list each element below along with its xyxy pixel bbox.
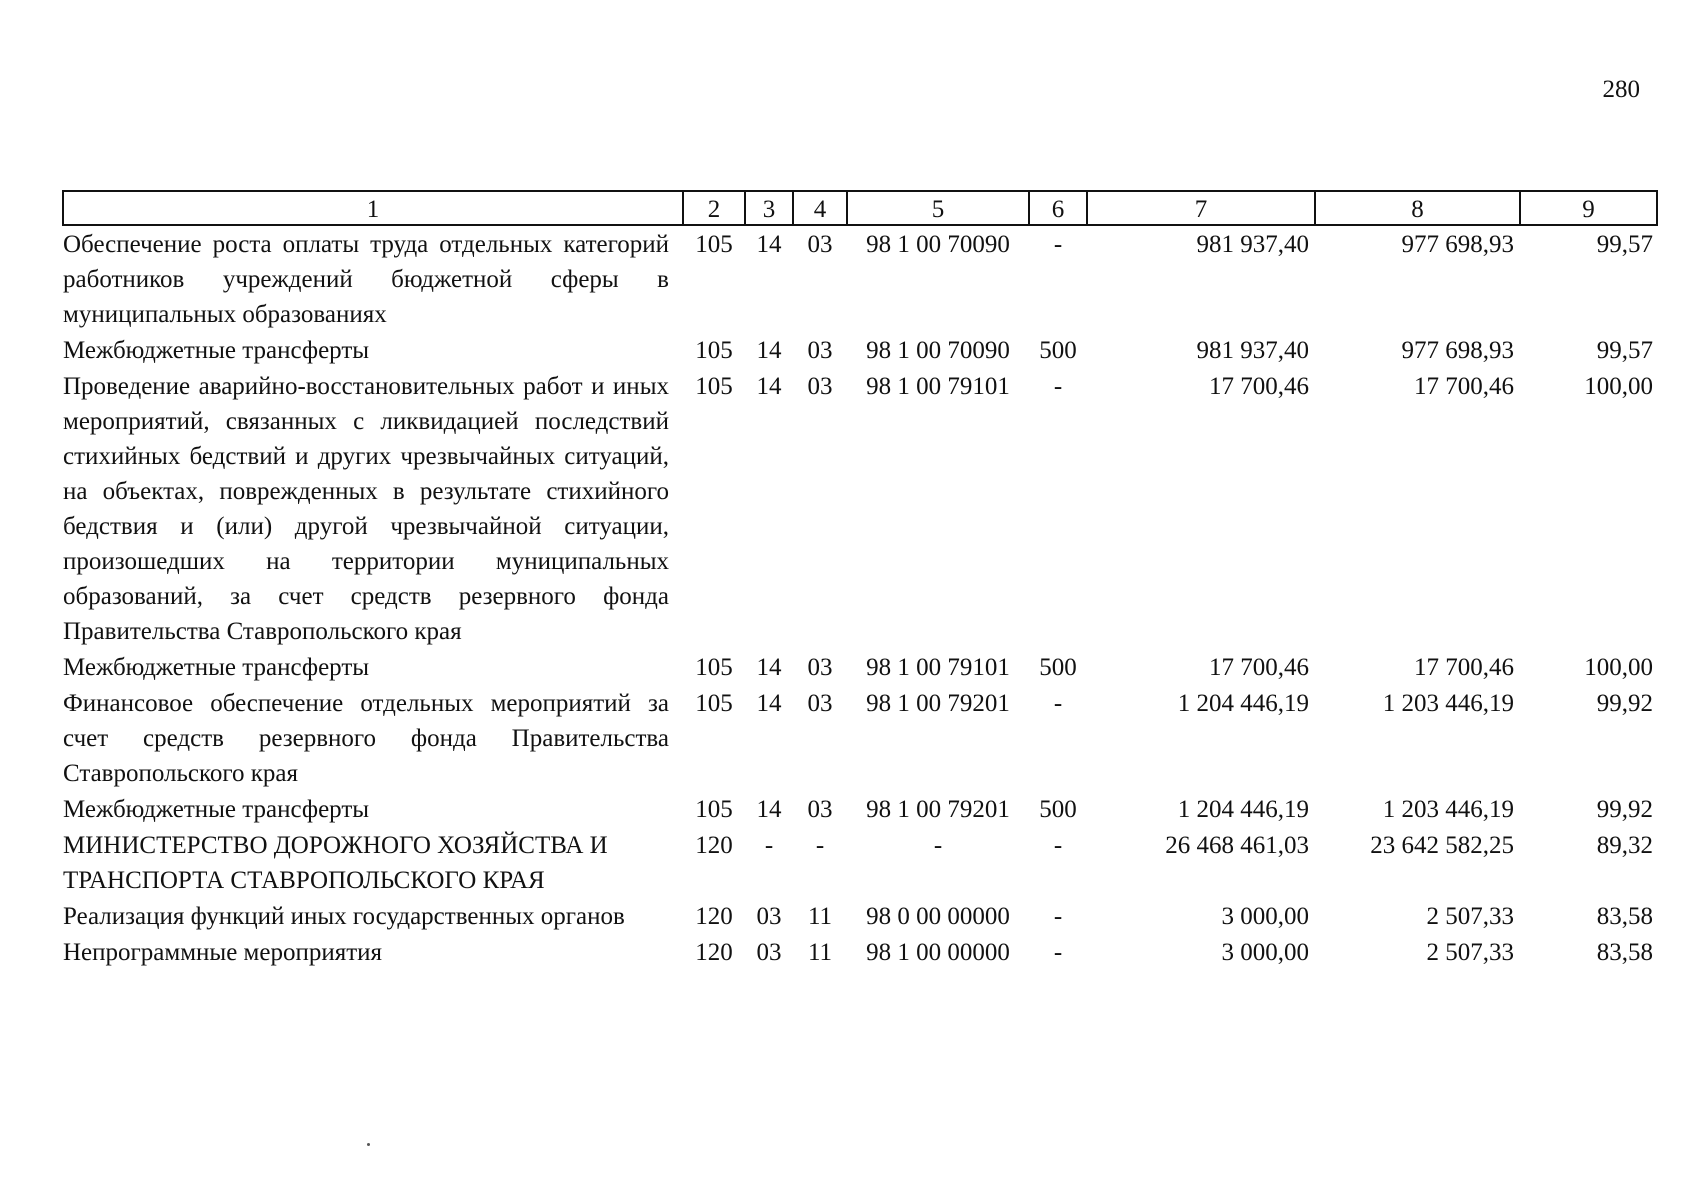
- column-header: 2: [683, 191, 745, 225]
- table-row: [63, 332, 1657, 368]
- cell-executed: 17 700,46: [1414, 654, 1514, 681]
- cell-expense-type: -: [1053, 690, 1063, 717]
- cell-code: 105: [695, 373, 733, 400]
- cell-code: 105: [695, 690, 733, 717]
- table-row: [63, 791, 1657, 827]
- cell-executed: 2 507,33: [1426, 903, 1514, 930]
- cell-target-article: 98 1 00 79201: [866, 690, 1010, 717]
- cell-executed: 2 507,33: [1426, 939, 1514, 966]
- cell-section: -: [764, 832, 774, 859]
- table-row: [63, 827, 1657, 898]
- cell-executed: 977 698,93: [1401, 337, 1514, 364]
- cell-percent: 99,57: [1596, 337, 1653, 364]
- table-row: [63, 225, 1657, 332]
- column-header: 1: [63, 191, 683, 225]
- row-description: Межбюджетные трансферты: [63, 796, 370, 823]
- cell-code: 105: [695, 796, 733, 823]
- cell-planned: 981 937,40: [1196, 337, 1309, 364]
- cell-expense-type: 500: [1039, 654, 1077, 681]
- cell-expense-type: -: [1053, 231, 1063, 258]
- cell-target-article: 98 1 00 79101: [866, 373, 1010, 400]
- cell-percent: 83,58: [1596, 903, 1653, 930]
- cell-percent: 99,92: [1596, 690, 1653, 717]
- cell-target-article: -: [933, 832, 943, 859]
- table-row: [63, 685, 1657, 791]
- cell-planned: 17 700,46: [1209, 373, 1309, 400]
- cell-section: 14: [756, 337, 782, 364]
- cell-subsection: 03: [807, 373, 833, 400]
- column-header: 3: [745, 191, 793, 225]
- cell-section: 03: [756, 903, 782, 930]
- cell-subsection: 11: [807, 939, 833, 966]
- budget-table-container: [62, 190, 1656, 970]
- cell-planned: 26 468 461,03: [1165, 832, 1309, 859]
- cell-section: 14: [756, 654, 782, 681]
- row-description: Непрограммные мероприятия: [63, 939, 383, 966]
- column-header: 8: [1315, 191, 1520, 225]
- page-number: 280: [1602, 76, 1640, 103]
- cell-code: 120: [695, 832, 733, 859]
- cell-section: 14: [756, 796, 782, 823]
- column-header: 7: [1087, 191, 1315, 225]
- cell-percent: 100,00: [1584, 654, 1653, 681]
- cell-target-article: 98 0 00 00000: [866, 903, 1010, 930]
- cell-section: 14: [756, 231, 782, 258]
- cell-executed: 23 642 582,25: [1370, 832, 1514, 859]
- cell-subsection: 03: [807, 654, 833, 681]
- cell-subsection: 03: [807, 796, 833, 823]
- cell-code: 105: [695, 337, 733, 364]
- cell-section: 14: [756, 690, 782, 717]
- column-header: 9: [1520, 191, 1657, 225]
- cell-percent: 99,92: [1596, 796, 1653, 823]
- cell-section: 03: [756, 939, 782, 966]
- budget-table: [62, 190, 1658, 970]
- row-description: МИНИСТЕРСТВО ДОРОЖНОГО ХОЗЯЙСТВА И ТРАНСПОРТА СТАВРОПОЛЬСКОГО КРАЯ: [63, 832, 608, 894]
- row-description: Реализация функций иных государственных органов: [63, 903, 625, 930]
- cell-target-article: 98 1 00 00000: [866, 939, 1010, 966]
- cell-subsection: 03: [807, 690, 833, 717]
- cell-target-article: 98 1 00 70090: [866, 337, 1010, 364]
- column-header: 6: [1029, 191, 1087, 225]
- cell-executed: 977 698,93: [1401, 231, 1514, 258]
- cell-subsection: 11: [807, 903, 833, 930]
- cell-expense-type: -: [1053, 939, 1063, 966]
- column-header: 5: [847, 191, 1029, 225]
- row-description: Межбюджетные трансферты: [63, 337, 370, 364]
- row-description: Межбюджетные трансферты: [63, 654, 370, 681]
- cell-expense-type: 500: [1039, 796, 1077, 823]
- cell-percent: 100,00: [1584, 373, 1653, 400]
- scan-speck: [367, 1143, 370, 1146]
- cell-section: 14: [756, 373, 782, 400]
- cell-planned: 1 204 446,19: [1177, 690, 1309, 717]
- cell-expense-type: 500: [1039, 337, 1077, 364]
- cell-planned: 17 700,46: [1209, 654, 1309, 681]
- cell-expense-type: -: [1053, 832, 1063, 859]
- cell-executed: 1 203 446,19: [1382, 690, 1514, 717]
- cell-planned: 3 000,00: [1221, 903, 1309, 930]
- table-row: [63, 368, 1657, 649]
- table-row: [63, 898, 1657, 934]
- cell-percent: 89,32: [1596, 832, 1653, 859]
- table-row: [63, 649, 1657, 685]
- cell-expense-type: -: [1053, 373, 1063, 400]
- cell-planned: 3 000,00: [1221, 939, 1309, 966]
- cell-percent: 83,58: [1596, 939, 1653, 966]
- cell-target-article: 98 1 00 70090: [866, 231, 1010, 258]
- column-header: 4: [793, 191, 847, 225]
- cell-executed: 1 203 446,19: [1382, 796, 1514, 823]
- cell-target-article: 98 1 00 79101: [866, 654, 1010, 681]
- cell-code: 105: [695, 654, 733, 681]
- cell-executed: 17 700,46: [1414, 373, 1514, 400]
- cell-planned: 1 204 446,19: [1177, 796, 1309, 823]
- row-description: Обеспечение роста оплаты труда отдельных категорий работников учреждений бюджетной сферы в муниципальных образованиях: [63, 231, 669, 328]
- cell-code: 120: [695, 903, 733, 930]
- header-row: [63, 191, 1657, 225]
- cell-subsection: -: [815, 832, 825, 859]
- cell-target-article: 98 1 00 79201: [866, 796, 1010, 823]
- cell-code: 120: [695, 939, 733, 966]
- row-description: Финансовое обеспечение отдельных мероприятий за счет средств резервного фонда Правительства Ставропольского края: [63, 690, 669, 787]
- cell-subsection: 03: [807, 337, 833, 364]
- cell-percent: 99,57: [1596, 231, 1653, 258]
- cell-expense-type: -: [1053, 903, 1063, 930]
- cell-subsection: 03: [807, 231, 833, 258]
- row-description: Проведение аварийно-восстановительных работ и иных мероприятий, связанных с ликвидацией последствий стихийных бедствий и других чрезвычайных ситуаций, на объектах, поврежденных в результате стихийного бедствия и (или) другой чрезвычайной ситуации, произошедших на территории муниципальных образований, за счет средств резервного фонда Правительства Ставропольского края: [63, 373, 669, 645]
- cell-planned: 981 937,40: [1196, 231, 1309, 258]
- cell-code: 105: [695, 231, 733, 258]
- table-row: [63, 934, 1657, 970]
